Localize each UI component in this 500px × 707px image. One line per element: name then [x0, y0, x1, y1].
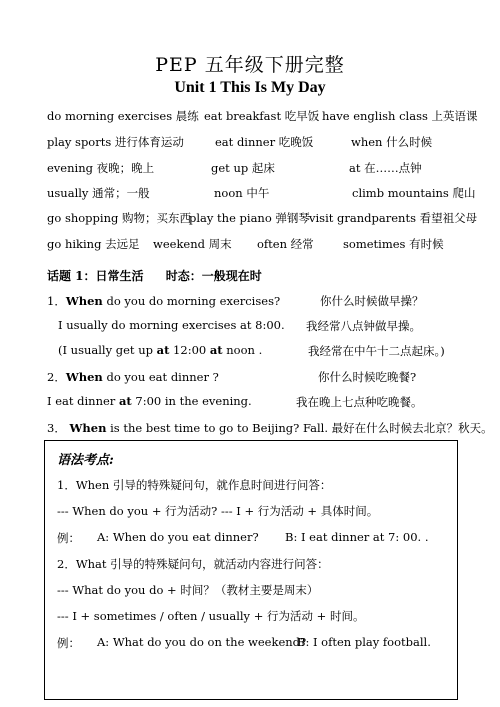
sentence-text: 7:00 in the evening. [131, 394, 252, 408]
vocab-row [47, 210, 478, 228]
vocab-item: eat dinner 吃晚饭 [215, 135, 314, 149]
vocab-item: play sports 进行体育运动 [47, 135, 184, 149]
topic-label: 话题 1：日常生活 [47, 269, 144, 283]
question-word: When [69, 421, 107, 435]
question-word: When [65, 370, 103, 384]
grammar-example [57, 635, 431, 651]
example-label: 例： [57, 636, 80, 650]
grammar-line: --- When do you + 行为活动? --- I + 行为活动 + 具体时间。 [57, 504, 379, 518]
sentence-2 [47, 369, 219, 385]
answer-1b [58, 343, 262, 357]
unit-title: Unit 1 This Is My Day [174, 79, 326, 96]
vocab-item: climb mountains 爬山 [352, 186, 476, 200]
vocab-item: play the piano 弹钢琴 [189, 211, 310, 225]
vocab-item: go shopping 购物；买东西 [47, 211, 191, 225]
vocab-item: when 什么时候 [351, 135, 433, 149]
vocab-item: often 经常 [257, 237, 314, 251]
sentence-text: do you eat dinner ? [102, 370, 219, 384]
sentence-text: 12:00 [169, 343, 210, 357]
vocab-item: noon 中午 [214, 186, 270, 200]
vocab-row [47, 185, 476, 203]
topic-tense: 时态：一般现在时 [165, 269, 262, 283]
sentence-text: noon . [222, 343, 263, 357]
answer-2 [47, 394, 252, 408]
sentence-text: do you do morning exercises? [102, 294, 281, 308]
example-label: 例： [57, 531, 80, 545]
sentence-2-translation: 你什么时候吃晚餐? [318, 370, 417, 384]
example-question: A: When do you eat dinner? [97, 530, 259, 544]
vocab-item: evening 夜晚；晚上 [47, 161, 155, 175]
answer-1b-translation: 我经常在中午十二点起床。) [308, 344, 445, 358]
vocab-item: get up 起床 [211, 161, 275, 175]
grammar-title: 语法考点: [57, 453, 114, 468]
example-question: A: What do you do on the weekend? [97, 635, 307, 649]
grammar-example [57, 530, 429, 546]
emphasis: at [118, 394, 132, 408]
grammar-line: 1．When 引导的特殊疑问句，就作息时间进行问答： [57, 478, 332, 492]
sentence-text: (I usually get up [58, 343, 157, 357]
vocab-item: weekend 周末 [153, 237, 232, 251]
vocab-item: at 在……点钟 [349, 161, 422, 175]
page-title: PEP 五年级下册完整 [155, 54, 345, 76]
example-answer: B: I often play football. [297, 635, 431, 649]
vocab-item: eat breakfast 吃早饭 [204, 109, 320, 123]
vocab-item: have english class 上英语课 [322, 109, 478, 123]
answer-2-translation: 我在晚上七点种吃晚餐。 [296, 395, 423, 409]
vocab-row [47, 160, 470, 178]
topic-heading [47, 267, 262, 284]
vocab-item: do morning exercises 晨练 [47, 109, 199, 123]
sentence-text: I eat dinner [47, 394, 119, 408]
example-answer: B: I eat dinner at 7: 00. . [285, 530, 429, 544]
sentence-1-translation: 你什么时候做早操？ [320, 294, 424, 308]
vocab-row [47, 108, 478, 126]
sentence-number: 3． [47, 421, 66, 435]
emphasis: at [156, 343, 170, 357]
vocab-row [47, 134, 470, 152]
grammar-line: 2．What 引导的特殊疑问句，就活动内容进行问答： [57, 557, 329, 571]
vocab-item: usually 通常；一般 [47, 186, 150, 200]
vocab-item: sometimes 有时候 [343, 237, 444, 251]
sentence-text: is the best time to go to Beijing? Fall. 最好在什么时候去北京？秋天。 [106, 421, 493, 435]
emphasis: at [209, 343, 223, 357]
grammar-line: --- I + sometimes / often / usually + 行为活动 + 时间。 [57, 609, 365, 623]
question-word: When [65, 294, 103, 308]
grammar-line: --- What do you do + 时间？（教材主要是周末） [57, 583, 319, 597]
vocab-item: go hiking 去远足 [47, 237, 140, 251]
grammar-box [44, 440, 458, 700]
vocab-item: visit grandparents 看望祖父母 [309, 211, 478, 225]
answer-1: I usually do morning exercises at 8:00. [58, 318, 285, 332]
sentence-number: 2． [47, 370, 66, 384]
answer-1-translation: 我经常八点钟做早操。 [306, 319, 421, 333]
sentence-1 [47, 293, 280, 309]
vocab-row [47, 236, 470, 254]
sentence-3 [47, 420, 493, 436]
sentence-number: 1． [47, 294, 66, 308]
